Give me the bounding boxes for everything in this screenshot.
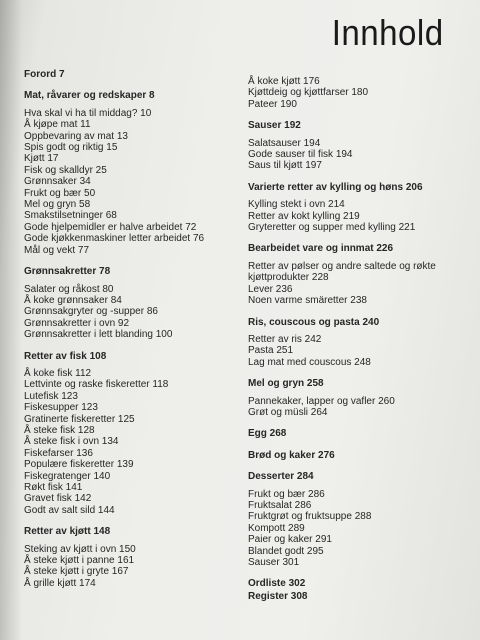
toc-entry: Frukt og bær 286 — [248, 488, 325, 500]
toc-entry: Hva skal vi ha til middag? 10 — [24, 107, 152, 119]
entry-list — [248, 199, 463, 233]
toc-entry: Røkt fisk 141 — [24, 482, 83, 493]
toc-entry: Å steke kjøtt i gryte 167 — [24, 566, 129, 578]
toc-entry: Smakstilsetninger 68 — [24, 210, 117, 222]
toc-entry: Å grille kjøtt 174 — [24, 577, 96, 589]
entry-list — [24, 368, 224, 516]
section-heading: Ris, couscous og pasta 240 — [248, 316, 380, 328]
section-heading: Retter av kjøtt 148 — [24, 526, 111, 538]
toc-entry: Kjøttdeig og kjøttfarser 180 — [248, 87, 369, 99]
section-heading: Mat, råvarer og redskaper 8 — [24, 90, 155, 102]
toc-section — [248, 591, 463, 602]
entry-list — [24, 544, 224, 590]
toc-entry: Lutefisk 123 — [24, 390, 78, 402]
toc-entry: Fisk og skalldyr 25 — [24, 164, 107, 176]
toc-entry: Steking av kjøtt i ovn 150 — [24, 543, 136, 555]
toc-entry: Salatsauser 194 — [248, 137, 321, 149]
toc-entry: Gryteretter og supper med kylling 221 — [248, 222, 416, 234]
section-heading: Grønnsakretter 78 — [24, 266, 111, 278]
toc-entry: Å steke fisk 128 — [24, 424, 95, 436]
toc-entry: Grøt og müsli 264 — [248, 406, 328, 418]
entry-list — [24, 108, 224, 256]
section-heading: Ordliste 302 — [248, 578, 306, 590]
toc-section — [248, 578, 463, 589]
toc-section — [248, 182, 463, 234]
toc-entry: Blandet godt 295 — [248, 545, 324, 557]
toc-left-column — [24, 69, 224, 589]
toc-section — [248, 243, 463, 306]
toc-entry: Mel og gryn 58 — [24, 199, 91, 211]
section-heading: Forord 7 — [24, 69, 65, 80]
section-heading: Bearbeidet vare og innmat 226 — [248, 243, 394, 255]
toc-entry: Å steke kjøtt i panne 161 — [24, 555, 135, 567]
entry-list — [248, 76, 463, 110]
toc-entry: Sauser 301 — [248, 557, 300, 568]
section-heading: Register 308 — [248, 590, 308, 602]
toc-entry: Pasta 251 — [248, 345, 294, 357]
entry-list — [248, 334, 463, 368]
toc-entry: Gode kjøkkenmaskiner letter arbeidet 76 — [24, 233, 205, 245]
toc-section — [24, 90, 224, 256]
toc-section — [24, 526, 224, 589]
toc-section — [248, 471, 463, 568]
toc-entry: Retter av ris 242 — [248, 333, 322, 345]
toc-entry: Gravet fisk 142 — [24, 493, 92, 505]
entry-list — [248, 489, 463, 569]
toc-section — [248, 317, 463, 369]
toc-entry: Retter av kokt kylling 219 — [248, 210, 360, 222]
toc-section — [248, 120, 463, 172]
entry-list — [248, 138, 463, 172]
toc-entry: Oppbevaring av mat 13 — [24, 130, 128, 142]
toc-section — [24, 266, 224, 340]
toc-entry: Frukt og bær 50 — [24, 187, 96, 199]
entry-list — [24, 284, 224, 341]
toc-entry: Spis godt og riktig 15 — [24, 142, 118, 154]
toc-entry: Salater og råkost 80 — [24, 283, 114, 295]
entry-list — [248, 261, 463, 307]
toc-entry: Fiskefarser 136 — [24, 447, 93, 459]
binding-shadow — [0, 0, 22, 640]
toc-entry: Å koke grønnsaker 84 — [24, 294, 122, 306]
toc-entry: Paier og kaker 291 — [248, 534, 332, 546]
toc-entry: kjøttprodukter 228 — [248, 272, 329, 284]
toc-entry: Grønnsakretter i lett blanding 100 — [24, 329, 173, 341]
toc-entry: Fiskesupper 123 — [24, 402, 98, 414]
toc-entry: Fiskegratenger 140 — [24, 470, 111, 482]
toc-section — [24, 351, 224, 517]
section-heading: Brød og kaker 276 — [248, 449, 335, 461]
toc-entry: Å steke fisk i ovn 134 — [24, 436, 119, 448]
toc-entry: Kjøtt 17 — [24, 153, 59, 165]
toc-entry: Fruktsalat 286 — [248, 499, 312, 511]
toc-entry: Kompott 289 — [248, 522, 305, 534]
toc-entry: Pannekaker, lapper og vafler 260 — [248, 395, 395, 407]
section-heading: Varierte retter av kylling og høns 206 — [248, 181, 423, 193]
toc-section — [248, 378, 463, 418]
toc-entry: Lever 236 — [248, 283, 293, 295]
section-heading: Retter av fisk 108 — [24, 350, 107, 362]
toc-entry: Fruktgrøt og fruktsuppe 288 — [248, 511, 372, 523]
toc-entry: Saus til kjøtt 197 — [248, 160, 322, 172]
toc-entry: Gode hjelpemidler er halve arbeidet 72 — [24, 221, 197, 233]
toc-entry: Grønnsaker 34 — [24, 176, 91, 188]
toc-entry: Å kjøpe mat 11 — [24, 119, 91, 131]
toc-entry: Grønnsakgryter og -supper 86 — [24, 306, 158, 318]
section-heading: Sauser 192 — [248, 120, 301, 132]
toc-entry: Retter av pølser og andre saltede og røkte — [248, 260, 436, 272]
section-heading: Desserter 284 — [248, 471, 314, 483]
toc-entry: Noen varme smäretter 238 — [248, 295, 367, 307]
page-title: Innhold — [332, 12, 444, 53]
toc-right-column — [248, 76, 463, 602]
toc-entry: Gode sauser til fisk 194 — [248, 149, 353, 161]
toc-entry: Å koke fisk 112 — [24, 367, 92, 379]
entry-list — [248, 396, 463, 419]
toc-entry: Populære fiskeretter 139 — [24, 459, 134, 471]
section-heading: Egg 268 — [248, 428, 287, 440]
toc-section — [248, 76, 463, 110]
toc-entry: Lag mat med couscous 248 — [248, 356, 371, 368]
toc-section — [24, 69, 224, 80]
toc-entry: Kylling stekt i ovn 214 — [248, 199, 345, 211]
toc-section — [248, 450, 463, 461]
toc-section — [248, 428, 463, 439]
toc-entry: Grønnsakretter i ovn 92 — [24, 317, 130, 329]
toc-entry: Lettvinte og raske fiskeretter 118 — [24, 379, 169, 391]
toc-entry: Å koke kjøtt 176 — [248, 76, 320, 87]
toc-entry: Mål og vekt 77 — [24, 244, 90, 256]
section-heading: Mel og gryn 258 — [248, 378, 324, 390]
toc-entry: Gratinerte fiskeretter 125 — [24, 413, 135, 425]
toc-entry: Godt av salt sild 144 — [24, 504, 115, 516]
toc-entry: Pateer 190 — [248, 98, 297, 110]
